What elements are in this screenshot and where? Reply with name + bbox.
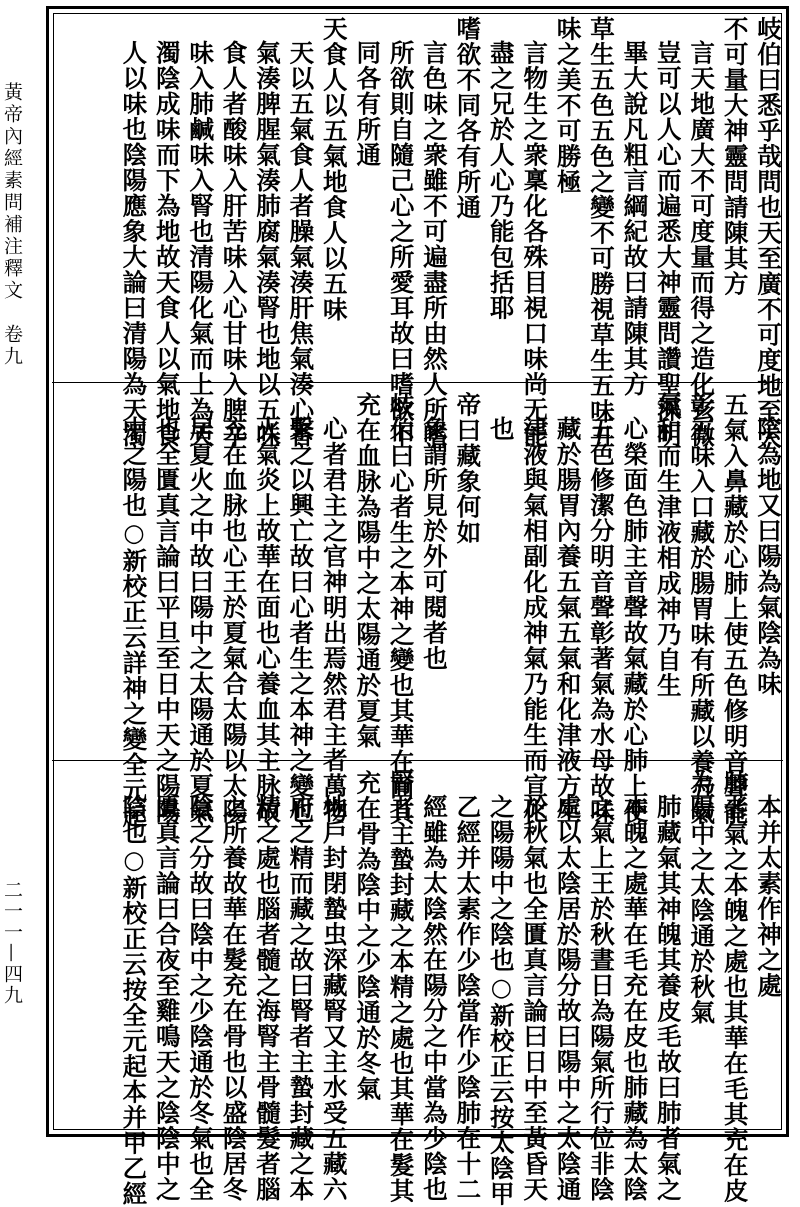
text-column: 為陽中之太陰通於秋氣 [687, 770, 717, 1025]
text-column: 充在血脉也心王於夏氣合太陽以太陽 [219, 416, 249, 824]
text-column: 本魄之處華在毛充在皮也肺藏為太陰 [620, 794, 650, 1202]
text-column: 之所養故華在髮充在骨也以盛陰居冬 [219, 794, 249, 1202]
text-column: 氣湊脾腥氣湊肺腐氣湊腎也地以五味 [253, 40, 282, 448]
text-column: 岐伯曰心者生之本神之變也其華在面其 [386, 392, 416, 826]
text-column: 也 [486, 416, 516, 442]
text-column: 肺者氣之本魄之處也其華在毛其充在皮 [720, 770, 750, 1204]
text-column: 嗜欲不同各有所通 [453, 16, 483, 220]
text-column: 陰為地又曰陽為氣陰為味 [754, 416, 783, 697]
text-column: 食人者酸味入肝苦味入心甘味入脾辛 [219, 40, 249, 448]
text-column: 五色修潔分明音聲彰著氣為水母故味 [587, 416, 616, 824]
text-column: 所欲則自隨己心之所愛耳故曰嗜欲不 [386, 40, 416, 448]
text-column: 津液與氣相副化成神氣乃能生而宣化 [520, 416, 550, 824]
text-column: 肺藏氣其神魄其養皮毛故曰肺者氣之 [653, 794, 683, 1202]
text-column: 盡之兄於人心乃能包括耶 [486, 40, 516, 321]
text-column: 充在骨為陰中之少陰通於冬氣 [353, 770, 383, 1102]
text-column: 陰也○新校正云按全元起本并甲乙經 [119, 794, 149, 1207]
text-column: 腎者主蟄封藏之本精之處也其華在髮其 [386, 770, 416, 1204]
text-column: 處以太陰居於陽分故曰陽中之太陰通 [553, 794, 583, 1202]
text-column: 也全匱真言論曰平旦至日中天之陽陽 [152, 416, 182, 824]
text-column: 藏於腸胃內養五氣五氣和化津液方生 [553, 416, 583, 824]
text-column: 帝曰藏象何如 [453, 392, 483, 545]
text-column: 岐伯曰悉乎哉問也天至廣不可度地至大 [754, 16, 783, 450]
text-column: 繫之以興亡故曰心者生之本神之變也 [286, 416, 316, 824]
text-column: 味之美不可勝極 [553, 16, 583, 195]
text-column: 地戶封閉蟄虫深藏腎又主水受五藏六 [319, 794, 349, 1202]
text-band-3 [80, 770, 783, 1207]
text-column: 味入肺鹹味入腎也清陽化氣而上為天 [186, 40, 216, 448]
text-column: 言物生之衆稟化各殊目視口味尚无能 [520, 40, 550, 448]
text-column: 豈可以人心而遍悉大神靈問讚聖深明 [653, 40, 683, 448]
margin-page-number: 二一一—四九 [1, 880, 23, 1006]
text-column: 居夏火之中故曰陽中之太陽通於夏氣 [186, 416, 216, 824]
text-column: 之氣上王於秋晝日為陽氣所行位非陰 [587, 794, 616, 1202]
text-column: 精之處也腦者髓之海腎主骨髓髮者腦 [253, 794, 282, 1202]
text-band-2 [80, 392, 783, 829]
text-column: 濁陰成味而下為地故天食人以氣地食 [152, 40, 182, 448]
text-column: 乙經并太素作少陰當作少陰肺在十二 [453, 794, 483, 1202]
text-column: 同各有所通 [353, 40, 383, 168]
text-column: 匱真言論曰合夜至雞鳴天之陰陰中之 [152, 794, 182, 1202]
text-column: 不可量大神靈問請陳其方 [720, 16, 750, 297]
text-column: 中之陽也○新校正云詳神之變全元起 [119, 416, 149, 829]
margin-book-title: 黃帝內經素問補注釋文 卷九 [1, 82, 23, 368]
text-column: 陰之分故曰陰中之少陰通於冬氣也全 [186, 794, 216, 1202]
text-column: 天以五氣食人者臊氣湊肝焦氣湊心香 [286, 40, 316, 448]
text-column: 言色味之衆雖不可遍盡所由然人所嗜 [420, 40, 449, 448]
text-column: 天食人以五氣地食人以五味 [319, 16, 349, 322]
text-column: 象謂所見於外可閱者也 [420, 416, 449, 671]
text-column: 經雖為太陰然在陽分之中當為少陰也 [420, 794, 449, 1202]
text-column: 火氣炎上故華在面也心養血其主脉故 [253, 416, 282, 824]
text-column: 草生五色五色之變不可勝視草生五味五 [587, 16, 616, 450]
text-column: 五氣入鼻藏於心肺上使五色修明音聲能 [720, 392, 750, 826]
text-column: 畢大說凡粗言綱紀故曰請陳其方 [620, 40, 650, 397]
text-column: 府之精而藏之故曰腎者主蟄封藏之本 [286, 794, 316, 1202]
text-column: 心榮面色肺主音聲故氣藏於心肺上使 [620, 416, 650, 824]
text-column: 氣和而生津液相成神乃自生 [653, 392, 683, 698]
text-column: 心者君主之官神明出焉然君主者萬物 [319, 416, 349, 824]
text-column: 之陽陽中之陰也○新校正云按太陰甲 [486, 794, 516, 1207]
text-column: 本并太素作神之處 [754, 794, 783, 998]
text-column: 人以味也陰陽應象大論曰清陽為天濁 [119, 40, 149, 448]
text-column: 言天地廣大不可度量而得之造化玄微 [687, 40, 717, 448]
text-column: 於秋氣也全匱真言論曰日中至黃昏天 [520, 794, 550, 1202]
text-band-1 [80, 16, 783, 450]
text-column: 充在血脉為陽中之太陽通於夏氣 [353, 392, 383, 749]
text-column: 彰五味入口藏於腸胃味有所藏以養五氣 [687, 392, 717, 826]
